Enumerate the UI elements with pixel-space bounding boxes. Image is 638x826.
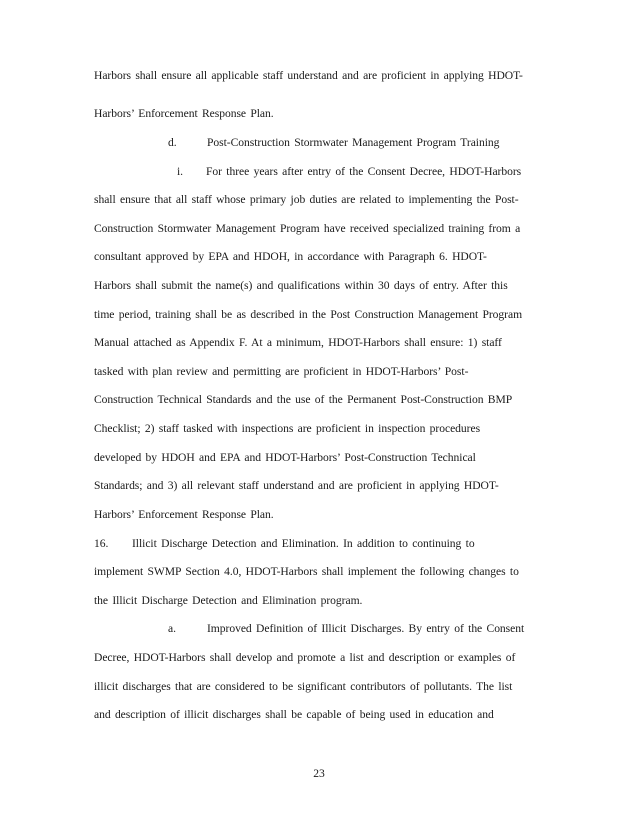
item-label: a. — [168, 622, 176, 635]
text-line: consultant approved by EPA and HDOH, in accordance with Paragraph 6. HDOT- — [94, 250, 487, 263]
text-line: tasked with plan review and permitting are proficient in HDOT-Harbors’ Post- — [94, 365, 469, 378]
text-line: time period, training shall be as described in the Post Construction Management Program — [94, 308, 523, 321]
paragraph-number: 16. — [94, 537, 109, 550]
text-line: shall ensure that all staff whose primary job duties are related to implementing the Post- — [94, 193, 519, 206]
text-line: Harbors’ Enforcement Response Plan. — [94, 107, 274, 120]
text-line: and description of illicit discharges shall be capable of being used in education and — [94, 708, 494, 721]
item-text: For three years after entry of the Consent Decree, HDOT-Harbors — [206, 165, 522, 178]
page-number: 23 — [313, 767, 325, 780]
text-line: Construction Stormwater Management Program have received specialized training from a — [94, 222, 521, 235]
text-line: Construction Technical Standards and the use of the Permanent Post-Construction BMP — [94, 393, 513, 406]
text-line: Decree, HDOT-Harbors shall develop and promote a list and description or examples of — [94, 651, 516, 664]
paragraph-text: Illicit Discharge Detection and Elimination. In addition to continuing to — [132, 537, 475, 550]
item-text: Improved Definition of Illicit Discharges. By entry of the Consent — [207, 622, 525, 635]
text-line: illicit discharges that are considered to be significant contributors of pollutants. The list — [94, 680, 513, 693]
text-line: developed by HDOH and EPA and HDOT-Harbors’ Post-Construction Technical — [94, 451, 476, 464]
text-line: implement SWMP Section 4.0, HDOT-Harbors shall implement the following changes to — [94, 565, 519, 578]
text-line: Harbors shall submit the name(s) and qualifications within 30 days of entry. After this — [94, 279, 508, 292]
item-label: i. — [177, 165, 184, 178]
text-line: Harbors shall ensure all applicable staff understand and are proficient in applying HDOT- — [94, 69, 523, 82]
text-line: Harbors’ Enforcement Response Plan. — [94, 508, 274, 521]
text-line: Standards; and 3) all relevant staff understand and are proficient in applying HDOT- — [94, 479, 499, 492]
text-line: the Illicit Discharge Detection and Elimination program. — [94, 594, 363, 607]
text-line: Manual attached as Appendix F. At a minimum, HDOT-Harbors shall ensure: 1) staff — [94, 336, 502, 349]
subheading-text: Post-Construction Stormwater Management Program Training — [207, 136, 500, 149]
text-line: Checklist; 2) staff tasked with inspections are proficient in inspection procedures — [94, 422, 481, 435]
subheading-label: d. — [168, 136, 177, 149]
